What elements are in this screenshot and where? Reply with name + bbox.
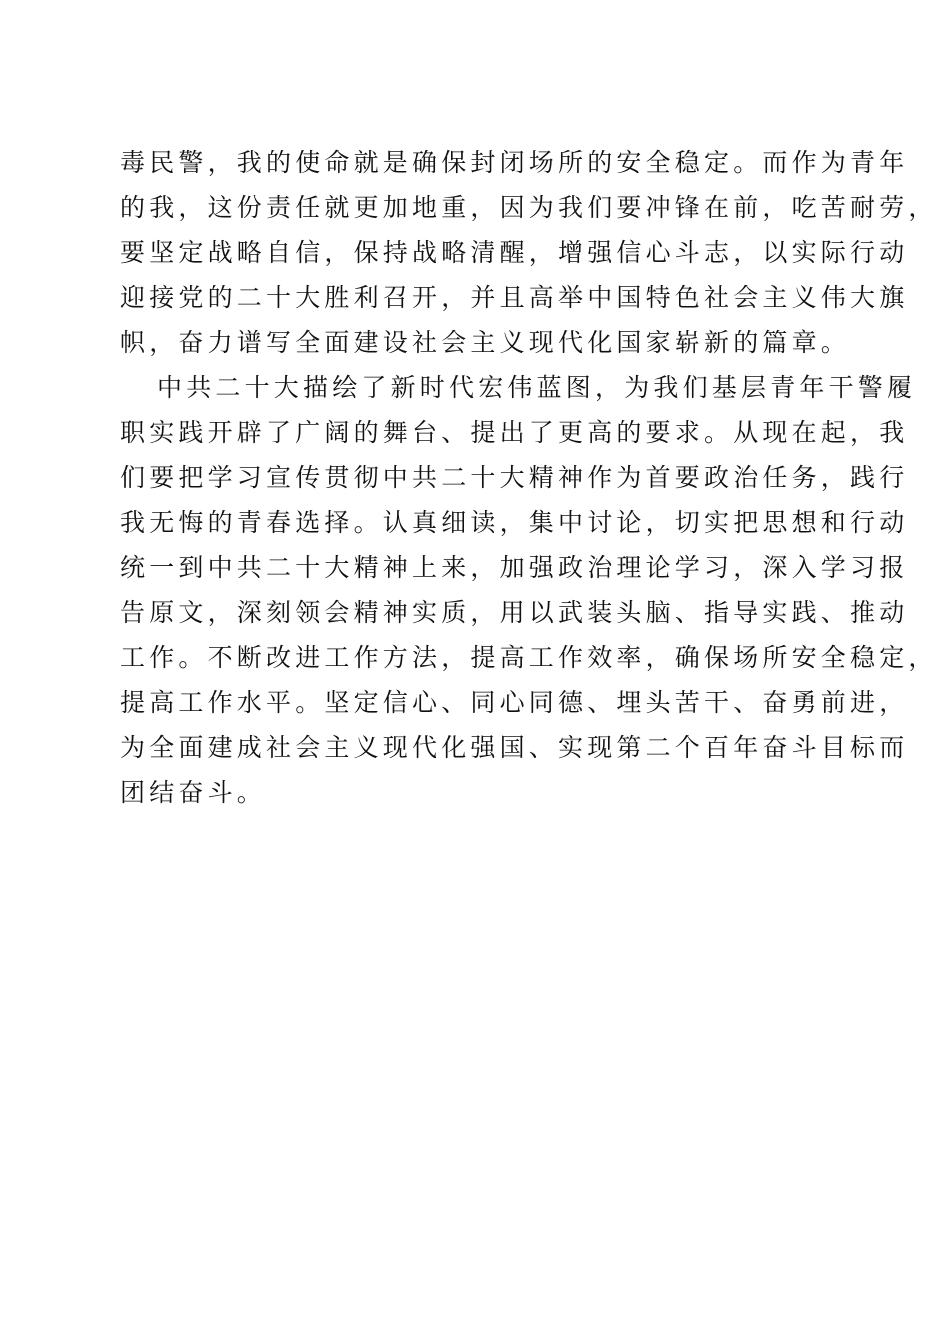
text-line: 的我，这份责任就更加地重，因为我们要冲锋在前，吃苦耐劳，: [120, 193, 938, 222]
text-line: 中共二十大描绘了新时代宏伟蓝图，为我们基层青年干警履: [157, 373, 917, 402]
text-line: 毒民警，我的使命就是确保封闭场所的安全稳定。而作为青年: [120, 148, 909, 177]
document-body: [120, 140, 938, 860]
paragraph-1: [120, 140, 938, 365]
text-line: 我无悔的青春选择。认真细读，集中讨论，切实把思想和行动: [120, 508, 909, 537]
paragraph-2: [120, 365, 938, 860]
text-line: 统一到中共二十大精神上来，加强政治理论学习，深入学习报: [120, 553, 909, 582]
text-line: 提高工作水平。坚定信心、同心同德、埋头苦干、奋勇前进，: [120, 688, 909, 717]
text-line: [120, 815, 840, 860]
text-line: 告原文，深刻领会精神实质，用以武装头脑、指导实践、推动: [120, 598, 909, 627]
text-line: 团结奋斗。: [120, 778, 267, 807]
text-line: 帜，奋力谱写全面建设社会主义现代化国家崭新的篇章。: [120, 328, 851, 357]
text-line: 迎接党的二十大胜利召开，并且高举中国特色社会主义伟大旗: [120, 283, 909, 312]
text-line: 工作。不断改进工作方法，提高工作效率，确保场所安全稳定，: [120, 643, 938, 672]
text-line: 职实践开辟了广阔的舞台、提出了更高的要求。从现在起，我: [120, 418, 909, 447]
text-line: 们要把学习宣传贯彻中共二十大精神作为首要政治任务，践行: [120, 463, 909, 492]
text-line: 为全面建成社会主义现代化强国、实现第二个百年奋斗目标而: [120, 733, 909, 762]
text-line: 要坚定战略自信，保持战略清醒，增强信心斗志，以实际行动: [120, 238, 909, 267]
